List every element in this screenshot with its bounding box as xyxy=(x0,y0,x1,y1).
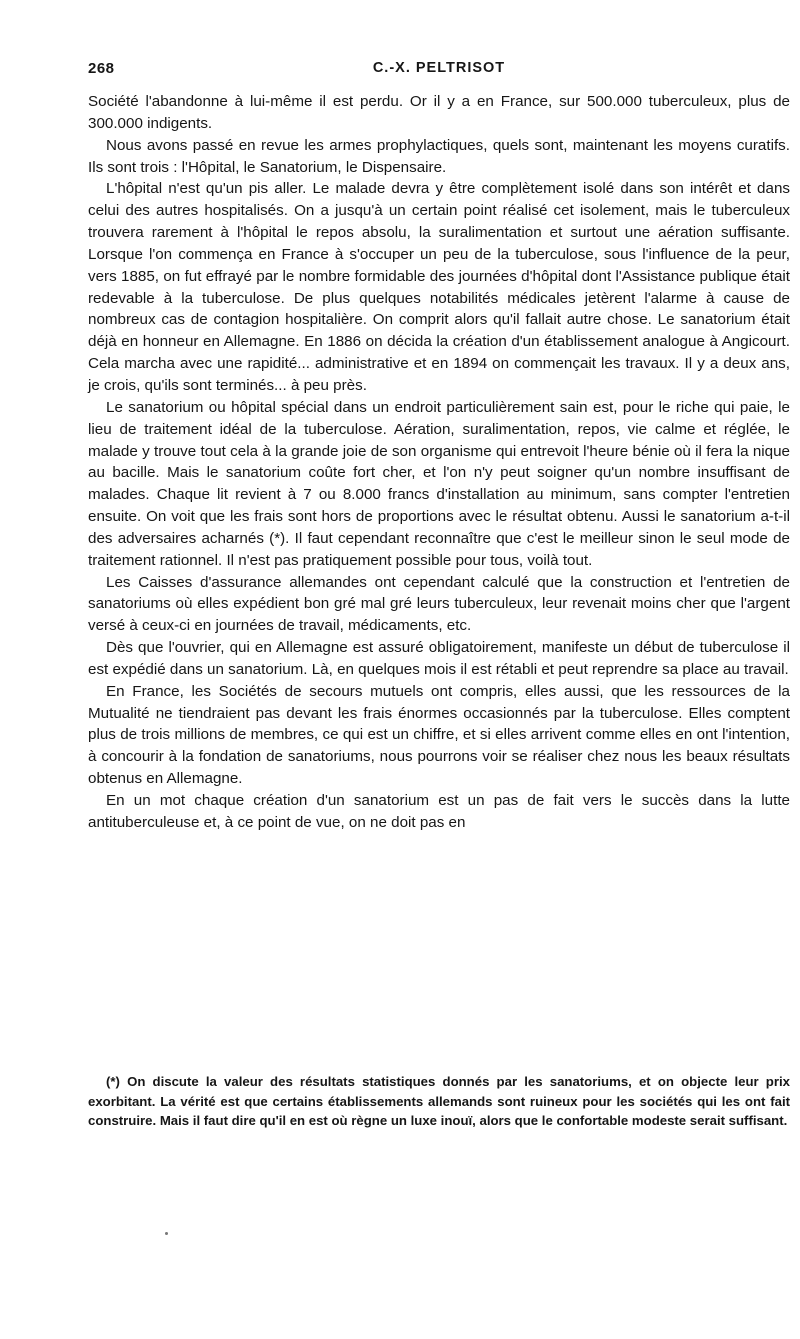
paragraph: En un mot chaque création d'un sanatorium est un pas de fait vers le succès dans la lutte antituberculeuse et, à ce point de vue, on ne doit pas en xyxy=(88,792,790,831)
paragraph: Société l'abandonne à lui-même il est perdu. Or il y a en France, sur 500.000 tuberculeux, plus de 300.000 indigents. xyxy=(88,93,790,132)
paragraph: Nous avons passé en revue les armes prophylactiques, quels sont, maintenant les moyens curatifs. Ils sont trois : l'Hôpital, le Sanatorium, le Dispensaire. xyxy=(88,136,790,176)
page-number: 268 xyxy=(88,60,115,77)
running-head xyxy=(88,60,790,84)
paragraph: En France, les Sociétés de secours mutuels ont compris, elles aussi, que les ressources de la Mutualité ne tiendraient pas devant les frais énormes occasionnés par la tuberculose. Elles comptent plus de trois millions de membres, ce qui est un chiffre, et si elles arrivent comme elles en ont l'intention, à concourir à la fondation de sanatoriums, nous pourrons voir se réaliser chez nous les beaux résultats obtenus en Allemagne. xyxy=(88,682,790,788)
paragraph: Les Caisses d'assurance allemandes ont cependant calculé que la construction et l'entretien de sanatoriums où elles expédient bon gré mal gré leurs tuberculeux, leur revenait moins cher que l'argent versé à ceux-ci en journées de travail, médicaments, etc. xyxy=(88,573,790,635)
paragraph: Dès que l'ouvrier, qui en Allemagne est assuré obligatoirement, manifeste un début de tuberculose il est expédié dans un sanatorium. Là, en quelques mois il est rétabli et peut reprendre sa place au travail. xyxy=(88,639,790,678)
running-title: C.-X. PELTRISOT xyxy=(372,60,506,76)
footnote: (*) On discute la valeur des résultats statistiques donnés par les sanatoriums, et on objecte leur prix exorbitant. La vérité est que certains établissements allemands sont ruineux pour les sociétés qui les ont fait construire. Mais il faut dire qu'il en est où règne un luxe inouï, alors que le confortable modeste serait suffisant. xyxy=(88,1074,790,1129)
footnotes xyxy=(88,1072,790,1131)
paragraph: L'hôpital n'est qu'un pis aller. Le malade devra y être complètement isolé dans son intérêt et dans celui des autres hospitalisés. On a jusqu'à un certain point réalisé cet isolement, mais le tuberculeux trouvera rarement à l'hôpital le repos absolu, la suralimentation et surtout une aération suffisante. Lorsque l'on commença en France à s'occuper un peu de la tuberculose, sous l'influence de la peur, vers 1885, on fut effrayé par le nombre formidable des journées d'hôpital dont l'Assistance publique était redevable à la tuberculose. De plus quelques notabilités médicales jetèrent l'alarme à cause de nombreux cas de contagion hospitalière. On comprit alors qu'il fallait autre chose. Le sanatorium était déjà en honneur en Allemagne. En 1886 on décida la création d'un établissement analogue à Angicourt. Cela marcha avec une rapidité... administrative et en 1894 on commençait les travaux. Il y a deux ans, je crois, qu'ils sont terminés... à peu près. xyxy=(88,180,790,394)
print-speck xyxy=(165,1232,168,1235)
main-text xyxy=(88,91,790,834)
paragraph: Le sanatorium ou hôpital spécial dans un endroit particulièrement sain est, pour le riche qui paie, le lieu de traitement idéal de la tuberculose. Aération, suralimentation, repos, vie calme et réglée, le malade y trouve tout cela à la grande joie de son organisme qui entrevoit l'heure bénie où il fera la nique au bacille. Mais le sanatorium coûte fort cher, et l'on n'y peut soigner qu'un nombre insuffisant de malades. Chaque lit revient à 7 ou 8.000 francs d'installation au minimum, sans compter l'entretien ensuite. On voit que les frais sont hors de proportions avec le résultat obtenu. Aussi le sanatorium a-t-il des adversaires acharnés (*). Il faut cependant reconnaître que c'est le meilleur sinon le seul mode de traitement rationnel. Il n'est pas pratiquement possible pour tous, voilà tout. xyxy=(88,398,790,569)
